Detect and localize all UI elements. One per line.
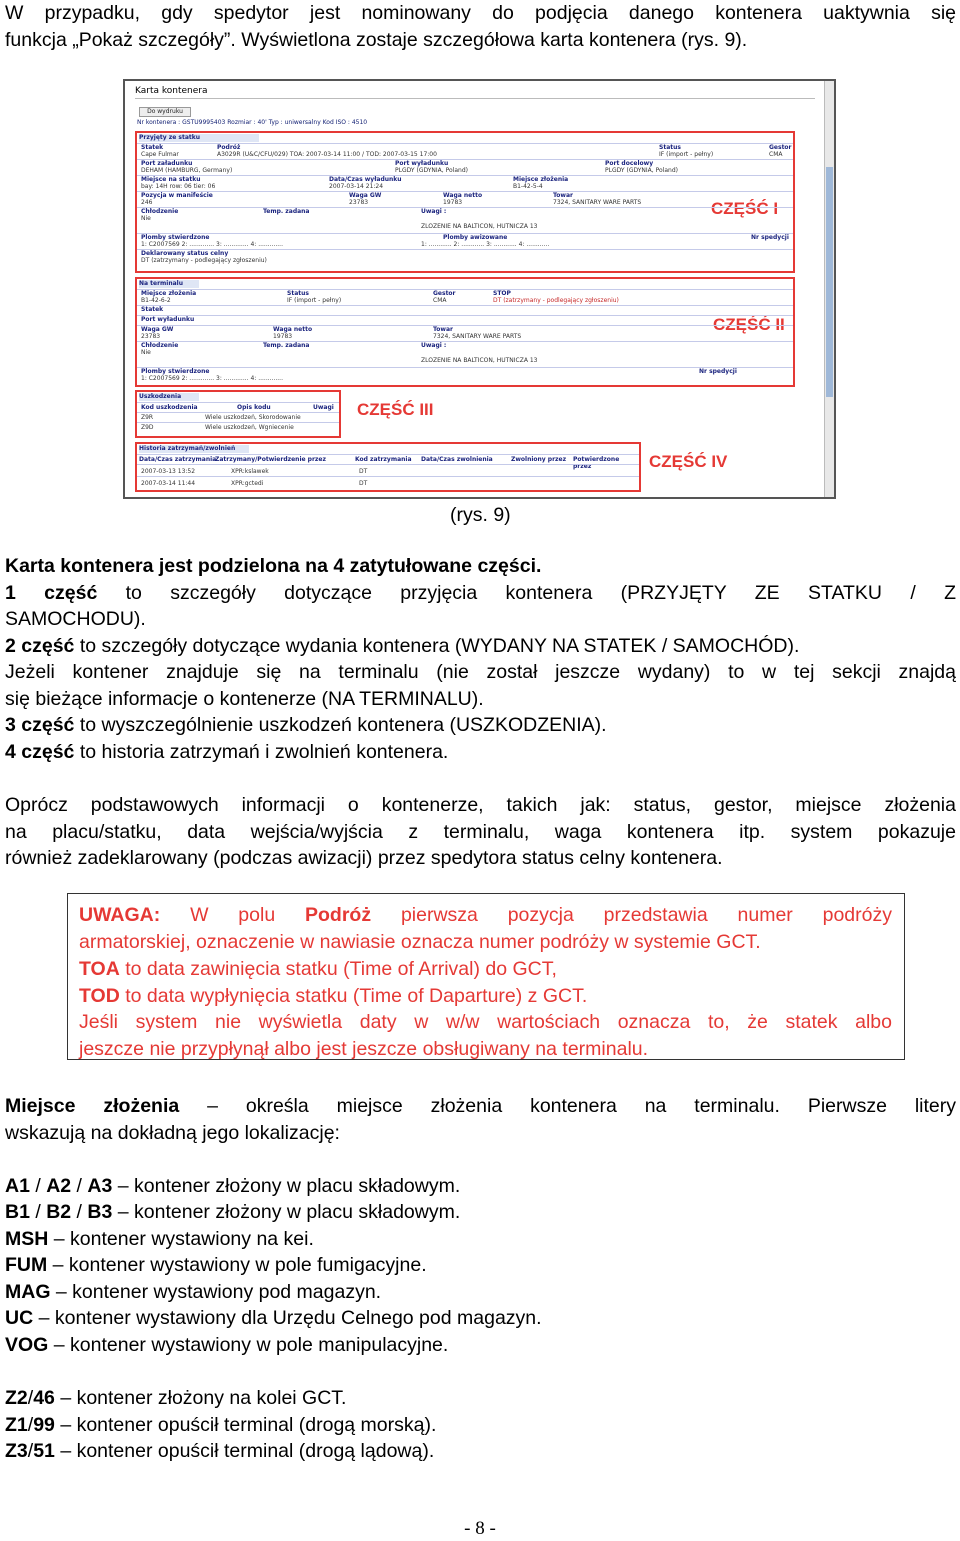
column-header: Opis kodu: [237, 404, 271, 411]
label: Temp. zadana: [263, 342, 310, 349]
code-label: VOG: [5, 1334, 49, 1356]
label: Port wyładunku: [395, 160, 449, 167]
part-4-label: 4 część: [5, 741, 75, 763]
note-text: to data wypłynięcia statku (Time of Daparture) z GCT.: [125, 985, 588, 1007]
value: PLGDY (GDYNIA, Poland): [605, 167, 678, 174]
value: PLGDY (GDYNIA, Poland): [395, 167, 468, 174]
label: Plomby stwierdzone: [141, 234, 210, 241]
window-title: Karta kontenera: [135, 86, 208, 96]
code-line: Z2/46 – kontener złożony na kolei GCT.: [5, 1387, 347, 1409]
miejsce-label: Miejsce złożenia: [5, 1095, 180, 1117]
value: 1: C2007569 2: ............. 3: ............. 4: .............: [141, 241, 283, 248]
value: 19783: [443, 199, 463, 206]
code-label: 46: [33, 1387, 55, 1409]
section-3: [135, 390, 341, 438]
label: Waga netto: [273, 326, 313, 333]
code-label: B3: [87, 1201, 113, 1223]
code-label: B1: [5, 1201, 30, 1223]
note-line-4: [79, 983, 892, 1010]
miejsce-line-1: [5, 1093, 956, 1120]
scrollbar[interactable]: [824, 81, 834, 499]
code-label: UC: [5, 1307, 34, 1329]
miejsce-text: – określa miejsce złożenia kontenera na terminalu. Pierwsze litery: [207, 1095, 956, 1117]
note-line-2: armatorskiej, oznaczenie w nawiasie oznacza numer podróży w systemie GCT.: [79, 931, 761, 953]
label: Gestor: [433, 290, 456, 297]
label: Miejsce na statku: [141, 176, 201, 183]
column-header: Data/Czas zatrzymania: [139, 456, 217, 463]
code-label: 51: [33, 1440, 55, 1462]
label: Plomby stwierdzone: [141, 368, 210, 375]
intro-line-1: W przypadku, gdy spedytor jest nominowany do podjęcia danego kontenera uaktywnia się: [5, 2, 956, 24]
label: Towar: [553, 192, 573, 199]
code-description: – kontener wystawiony w pole fumigacyjne.: [52, 1254, 427, 1276]
label: Port załadunku: [141, 160, 193, 167]
note-podroz: Podróż: [305, 904, 372, 926]
label: Statek: [141, 306, 164, 313]
code-description: – kontener złożony w placu składowym.: [117, 1175, 461, 1197]
note-uwaga: UWAGA:: [79, 904, 161, 926]
label: Miejsce złożenia: [513, 176, 569, 183]
print-button[interactable]: Do wydruku: [139, 107, 191, 117]
code-line: [5, 1332, 956, 1359]
code-line: B1 / B2 / B3 – kontener złożony w placu składowym.: [5, 1201, 461, 1223]
column-header: Potwierdzone przez: [573, 456, 620, 470]
column-header: Zatrzymany/Potwierdzenie przez: [215, 456, 326, 463]
table-cell: 2007-03-14 11:44: [141, 480, 196, 487]
section-4-tag: CZĘŚĆ IV: [649, 452, 728, 471]
label: Status: [287, 290, 309, 297]
part-2-label: 2 część: [5, 635, 75, 657]
value: DT (zatrzymany - podlegający zgłoszeniu): [493, 297, 619, 304]
note-text: pierwsza pozycja przedstawia numer podróży: [400, 904, 892, 926]
section-1: [135, 131, 795, 273]
label: Pozycja w manifeście: [141, 192, 213, 199]
value: IF (import - pełny): [287, 297, 342, 304]
value: 23783: [141, 333, 161, 340]
page-number: - 8 -: [464, 1518, 496, 1539]
code-line: A1 / A2 / A3 – kontener złożony w placu składowym.: [5, 1175, 461, 1197]
value: 7324, SANITARY WARE PARTS: [553, 199, 642, 206]
note-line-5: Jeśli system nie wyświetla daty w w/w wartościach oznacza to, że statek albo: [79, 1011, 892, 1033]
label: Chłodzenie: [141, 342, 179, 349]
note-text: W polu: [190, 904, 276, 926]
part-1-line-2: SAMOCHODU).: [5, 608, 146, 630]
code-label: B2: [46, 1201, 72, 1223]
code-description: – kontener złożony w placu składowym.: [117, 1201, 461, 1223]
value: B1-42-6-2: [141, 297, 171, 304]
code-line: [5, 1252, 956, 1279]
column-header: Uwagi: [313, 404, 334, 411]
label: Podróż: [217, 144, 241, 151]
value: A3029R (U&C/CFU/029) TOA: 2007-03-14 11:00 / TOD: 2007-03-15 17:00: [217, 151, 437, 158]
code-line: [5, 1305, 956, 1332]
label: Port wyładunku: [141, 316, 195, 323]
label: Chłodzenie: [141, 208, 179, 215]
table-cell: Z9D: [141, 424, 154, 431]
info-line-3: również zadeklarowany (podczas awizacji) przez spedytora status celny kontenera.: [5, 847, 723, 869]
column-header: Kod uszkodzenia: [141, 404, 198, 411]
warning-note-box: [67, 893, 905, 1060]
label: Towar: [433, 326, 453, 333]
column-header: Data/Czas zwolnienia: [421, 456, 493, 463]
parts-heading: Karta kontenera jest podzielona na 4 zatytułowane części.: [5, 555, 542, 577]
note-toa: TOA: [79, 958, 120, 980]
table-cell: DT: [359, 468, 368, 475]
section-4-title: Historia zatrzymań/zwolnień: [139, 445, 249, 453]
label: Waga GW: [141, 326, 174, 333]
value: 1: C2007569 2: ............. 3: ............. 4: .............: [141, 375, 283, 382]
label: Temp. zadana: [263, 208, 310, 215]
code-label: Z3: [5, 1440, 28, 1462]
section-1-title: Przyjęty ze statku: [139, 134, 259, 142]
container-card-screenshot: [123, 79, 836, 499]
column-header: Kod zatrzymania: [355, 456, 412, 463]
code-label: MSH: [5, 1228, 49, 1250]
figure-caption: (rys. 9): [450, 504, 511, 526]
part-2-text: to szczegóły dotyczące wydania kontenera (WYDANY NA STATEK / SAMOCHÓD).: [79, 635, 800, 657]
note-text: to data zawinięcia statku (Time of Arrival) do GCT,: [125, 958, 557, 980]
part-4-line: [5, 739, 956, 766]
code-label: Z2: [5, 1387, 28, 1409]
table-cell: 2007-03-13 13:52: [141, 468, 196, 475]
label: Data/Czas wyładunku: [329, 176, 402, 183]
table-cell: XPR:gctedi: [231, 480, 264, 487]
label: Waga netto: [443, 192, 483, 199]
miejsce-line-2: wskazują na dokładną jego lokalizację:: [5, 1122, 340, 1144]
code-description: – kontener wystawiony w pole manipulacyjne.: [53, 1334, 449, 1356]
column-header: Zwolniony przez: [511, 456, 567, 463]
label: Nr spedycji: [751, 234, 789, 241]
part-2-line-1: [5, 633, 956, 660]
value: B1-42-5-4: [513, 183, 543, 190]
part-1-text: to szczegóły dotyczące przyjęcia kontenera (PRZYJĘTY ZE STATKU / Z: [125, 582, 956, 604]
intro-line-2: funkcja „Pokaż szczegóły”. Wyświetlona zostaje szczegółowa karta kontenera (rys. 9).: [5, 29, 748, 51]
value: 19783: [273, 333, 293, 340]
label: Gestor: [769, 144, 792, 151]
code-label: MAG: [5, 1281, 51, 1303]
part-3-label: 3 część: [5, 714, 75, 736]
note-line-6: jeszcze nie przypłynął albo jest jeszcze obsługiwany na terminalu.: [79, 1038, 649, 1060]
section-2-tag: CZĘŚĆ II: [713, 315, 785, 334]
section-2-title: Na terminalu: [139, 280, 199, 288]
code-label: A2: [46, 1175, 72, 1197]
part-1-label: 1 część: [5, 582, 98, 604]
table-cell: Wiele uszkodzeń, Wgniecenie: [205, 424, 294, 431]
part-1-line-1: [5, 580, 956, 607]
container-header: Nr kontenera : GSTU9995403 Rozmiar : 40' Typ : uniwersalny Kod ISO : 4510: [137, 119, 368, 126]
table-cell: DT: [359, 480, 368, 487]
value: DT (zatrzymany - podlegający zgłoszeniu): [141, 257, 267, 264]
part-2-line-2: Jeżeli kontener znajduje się na terminalu (nie został jeszcze wydany) to w tej sekcji znajdą: [5, 661, 956, 683]
label: Deklarowany status celny: [141, 250, 229, 257]
code-label: Z1: [5, 1414, 28, 1436]
code-description: – kontener wystawiony pod magazyn.: [55, 1281, 382, 1303]
code-description: – kontener wystawiony na kei.: [53, 1228, 314, 1250]
value: 7324, SANITARY WARE PARTS: [433, 333, 522, 340]
label: Miejsce złożenia: [141, 290, 197, 297]
table-cell: Z9R: [141, 414, 154, 421]
code-line: [5, 1226, 956, 1253]
info-line-2: na placu/statku, data wejścia/wyjścia z terminalu, waga kontenera itp. system pokazuje: [5, 821, 956, 843]
code-line: [5, 1279, 956, 1306]
label: Statek: [141, 144, 164, 151]
label: Port docelowy: [605, 160, 654, 167]
part-3-line: [5, 712, 956, 739]
value: ZLOZENIE NA BALTICON, HUTNICZA 13: [421, 223, 538, 230]
table-cell: Wiele uszkodzeń, Skorodowanie: [205, 414, 301, 421]
table-cell: XPR:kslawek: [231, 468, 269, 475]
value: Nie: [141, 215, 151, 222]
value: 1: ............ 2: ............ 3: ............ 4: ............: [421, 241, 550, 248]
code-label: A1: [5, 1175, 30, 1197]
code-line: Z1/99 – kontener opuścił terminal (drogą morską).: [5, 1414, 437, 1436]
label: Status: [659, 144, 681, 151]
code-line: Z3/51 – kontener opuścił terminal (drogą lądową).: [5, 1440, 435, 1462]
value: 23783: [349, 199, 369, 206]
value: bay: 14H row: 06 tier: 06: [141, 183, 216, 190]
label: Waga GW: [349, 192, 382, 199]
part-4-text: to historia zatrzymań i zwolnień kontenera.: [79, 741, 449, 763]
code-label: FUM: [5, 1254, 48, 1276]
part-3-text: to wyszczególnienie uszkodzeń kontenera (USZKODZENIA).: [79, 714, 607, 736]
code-label: 99: [33, 1414, 55, 1436]
value: ZLOZENIE NA BALTICON, HUTNICZA 13: [421, 357, 538, 364]
code-description: – kontener wystawiony dla Urzędu Celnego pod magazyn.: [38, 1307, 542, 1329]
section-2: [135, 277, 795, 387]
code-description: – kontener opuścił terminal (drogą morską).: [60, 1414, 437, 1436]
value: DEHAM (HAMBURG, Germany): [141, 167, 233, 174]
note-line-1: [79, 902, 892, 929]
code-description: – kontener opuścił terminal (drogą lądową).: [60, 1440, 435, 1462]
section-1-tag: CZĘŚĆ I: [711, 199, 779, 218]
part-2-line-3: się bieżące informacje o kontenerze (NA TERMINALU).: [5, 688, 484, 710]
label: Uwagi :: [421, 342, 447, 349]
label: Plomby awizowane: [443, 234, 508, 241]
value: 246: [141, 199, 153, 206]
section-4: [135, 442, 641, 492]
value: CMA: [769, 151, 783, 158]
info-line-1: Oprócz podstawowych informacji o kontenerze, takich jak: status, gestor, miejsce złożenia: [5, 794, 956, 816]
code-label: A3: [87, 1175, 113, 1197]
value: CMA: [433, 297, 447, 304]
value: Nie: [141, 349, 151, 356]
code-description: – kontener złożony na kolei GCT.: [60, 1387, 347, 1409]
label: Uwagi :: [421, 208, 447, 215]
section-3-tag: CZĘŚĆ III: [357, 400, 434, 419]
label: STOP: [493, 290, 511, 297]
value: 2007-03-14 21:24: [329, 183, 384, 190]
note-line-3: [79, 956, 892, 983]
value: Cape Fulmar: [141, 151, 179, 158]
section-3-title: Uszkodzenia: [139, 393, 199, 401]
value: IF (import - pełny): [659, 151, 714, 158]
note-tod: TOD: [79, 985, 120, 1007]
label: Nr spedycji: [699, 368, 737, 375]
